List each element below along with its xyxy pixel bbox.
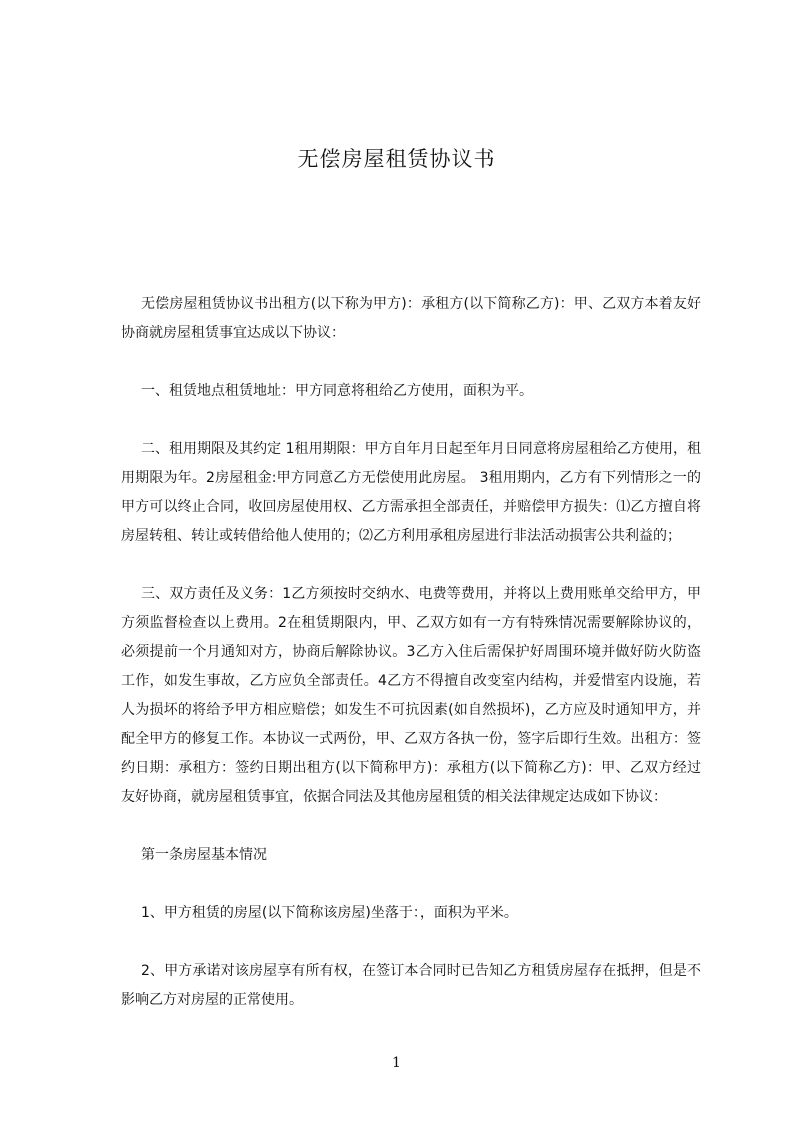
paragraph-gap <box>121 551 701 580</box>
paragraph-gap <box>121 812 701 841</box>
paragraph-article-1-item-1: 1、甲方租赁的房屋(以下简称该房屋)坐落于：，面积为平米。 <box>141 905 518 921</box>
paragraph-article-1-item-2: 2、甲方承诺对该房屋享有所有权，在签订本合同时已告知乙方租赁房屋存在抵押，但是不影响乙方对房屋的正常使用。 <box>121 963 701 1008</box>
page-number: 1 <box>392 1055 401 1071</box>
paragraph-article-1-heading: 第一条房屋基本情况 <box>141 847 267 863</box>
paragraph-gap <box>121 348 701 377</box>
paragraph-section-3: 三、双方责任及义务：1乙方须按时交纳水、电费等费用，并将以上费用账单交给甲方，甲方须监督检查以上费用。2在租赁期限内，甲、乙双方如有一方有特殊情况需要解除协议的，必须提前一个月通知对方，协商后解除协议。3乙方入住后需保护好周围环境并做好防火防盗工作，如发生事故，乙方应负全部责任。4乙方不得擅自改变室内结构，并爱惜室内设施，若人为损坏的将给予甲方相应赔偿；如发生不可抗因素(如自然损坏)，乙方应及时通知甲方，并配全甲方的修复工作。本协议一式两份，甲、乙双方各执一份，签字后即行生效。出租方：签约日期：承租方：签约日期出租方(以下简称甲方)：承租方(以下简称乙方)：甲、乙双方经过友好协商，就房屋租赁事宜，依据合同法及其他房屋租赁的相关法律规定达成如下协议： <box>121 586 701 805</box>
paragraph-gap <box>121 870 701 899</box>
paragraph-section-1: 一、租赁地点租赁地址：甲方同意将租给乙方使用，面积为平。 <box>141 383 533 399</box>
document-body <box>121 290 701 1015</box>
paragraph-intro: 无偿房屋租赁协议书出租方(以下称为甲方)：承租方(以下简称乙方)：甲、乙双方本着友好协商就房屋租赁事宜达成以下协议： <box>121 296 701 341</box>
paragraph-section-2: 二、租用期限及其约定 1租用期限：甲方自年月日起至年月日同意将房屋租给乙方使用，租用期限为年。2房屋租金:甲方同意乙方无偿使用此房屋。 3租用期内，乙方有下列情形之一的甲方可以终止合同，收回房屋使用权、乙方需承担全部责任，并赔偿甲方损失：⑴乙方擅自将房屋转租、转让或转借给他人使用的；⑵乙方利用承租房屋进行非法活动损害公共利益的； <box>121 441 701 544</box>
document-title: 无偿房屋租赁协议书 <box>297 147 496 171</box>
paragraph-gap <box>121 928 701 957</box>
paragraph-gap <box>121 406 701 435</box>
